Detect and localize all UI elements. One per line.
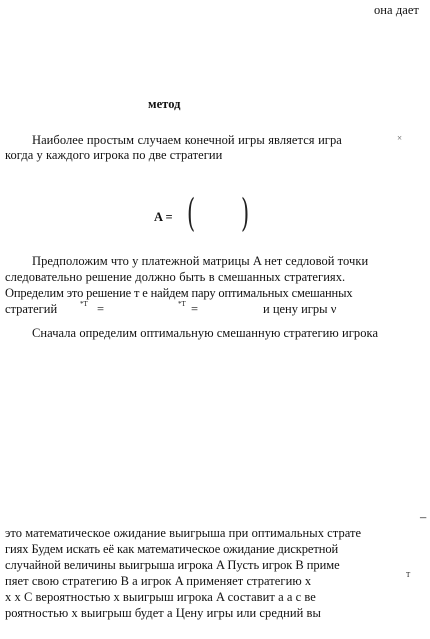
para2-line2: следовательно решение должно быть в смешанных стратегиях.: [5, 270, 346, 284]
para4-line5: x x С вероятностью x выигрыш игрока A составит a а с ве: [5, 590, 316, 604]
para2-line4-eq2: =: [191, 302, 199, 316]
margin-dash: –: [420, 510, 427, 524]
para2-line4-sup1: *T: [80, 300, 88, 308]
para1-line1-tail: ×: [397, 133, 403, 143]
para1-line1: Наиболее простым случаем конечной игры является игра: [32, 133, 342, 147]
para4-line3: случайной величины выигрыша игрока A Пусть игрок B приме: [5, 558, 340, 572]
para3-line1: Сначала определим оптимальную смешанную стратегию игрока: [32, 326, 379, 340]
para4-line6: роятностью x выигрыш будет a Цену игры или средний вы: [5, 606, 321, 620]
para2-line4-eq1: =: [97, 302, 105, 316]
para2-line4-a: стратегий: [5, 302, 58, 316]
matrix-close-paren: ): [241, 191, 250, 235]
para2-line4-b: и цену игры ν: [263, 302, 337, 316]
top-right-fragment: она дает: [374, 3, 419, 17]
para2-line3: Определим это решение т е найдем пару оптимальных смешанных: [5, 286, 353, 300]
para1-line2: когда у каждого игрока по две стратегии: [5, 148, 223, 162]
section-heading: метод: [148, 97, 181, 111]
para4-line4: пяет свою стратегию B а игрок A применяет стратегию x: [5, 574, 312, 588]
para4-line2: гиях Будем искать её как математическое ожидание дискретной: [5, 542, 339, 556]
para4-line1: это математическое ожидание выигрыша при оптимальных страте: [5, 526, 362, 540]
para2-line1: Предположим что у платежной матрицы A нет седловой точки: [32, 254, 369, 268]
para4-line4-sup: T: [406, 571, 411, 579]
matrix-open-paren: (: [187, 191, 196, 235]
para2-line4-sup2: *T: [178, 300, 186, 308]
matrix-label: A =: [154, 210, 173, 224]
